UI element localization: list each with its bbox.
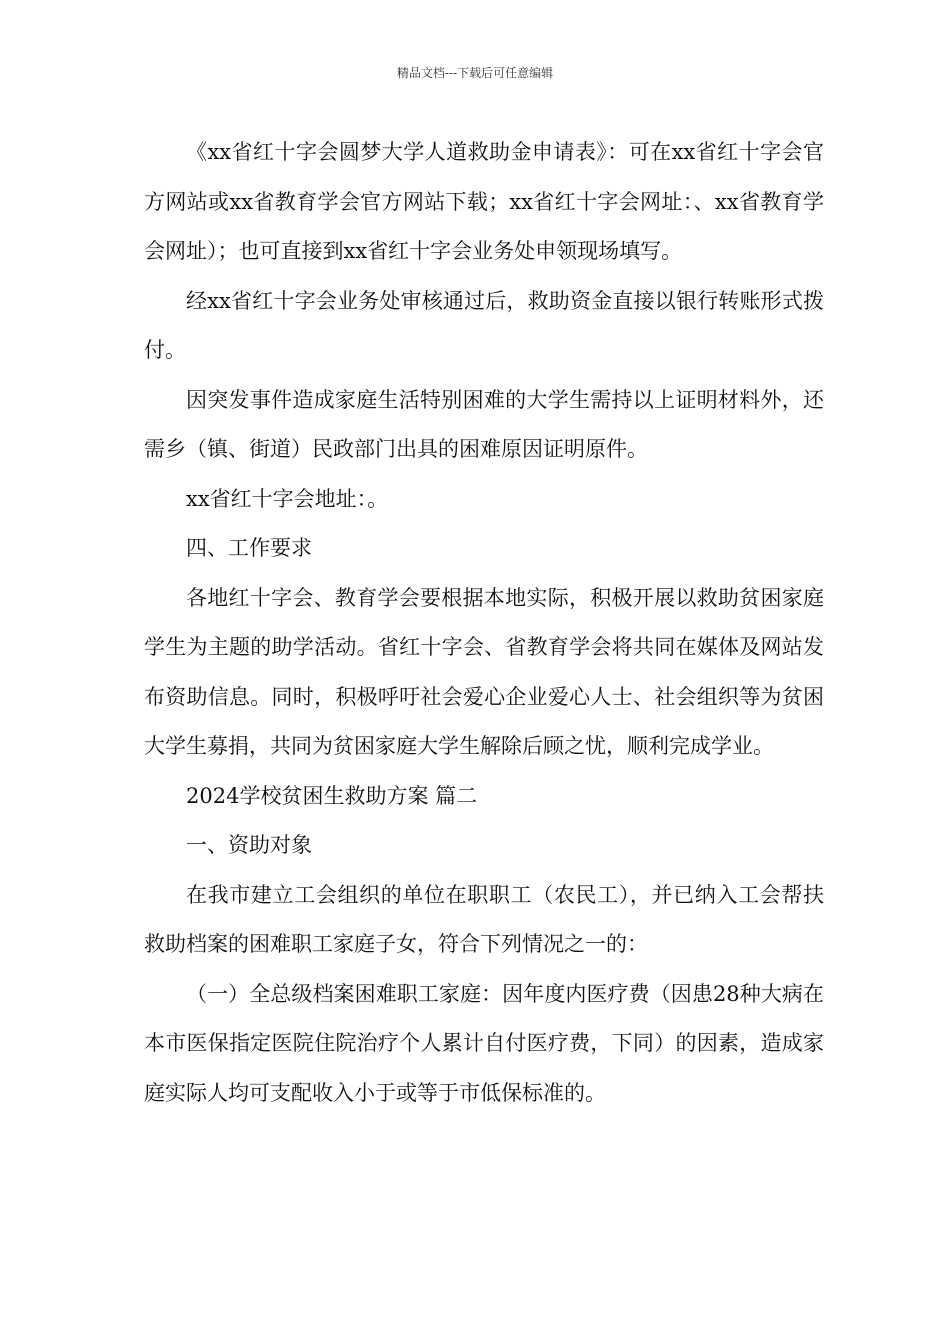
paragraph-work-requirements: 各地红十字会、教育学会要根据本地实际，积极开展以救助贫困家庭学生为主题的助学活动。省红十字会、省教育学会将共同在媒体及网站发布资助信息。同时，积极呼吁社会爱心企业爱心人士、社会组织等为贫困大学生募捐，共同为贫困家庭大学生解除后顾之忧，顺利完成学业。 bbox=[144, 585, 824, 758]
paragraph-aid-targets: 在我市建立工会组织的单位在职职工（农民工），并已纳入工会帮扶救助档案的困难职工家庭子女，符合下列情况之一的： bbox=[144, 882, 824, 956]
paragraph-criteria-one: （一）全总级档案困难职工家庭：因年度内医疗费（因患28种大病在本市医保指定医院住院治疗个人累计自付医疗费，下同）的因素，造成家庭实际人均可支配收入小于或等于市低保标准的。 bbox=[144, 981, 824, 1105]
document-body bbox=[144, 128, 824, 1118]
section-heading-work-requirements: 四、工作要求 bbox=[186, 536, 312, 560]
section-heading-aid-targets: 一、资助对象 bbox=[186, 833, 312, 857]
paragraph-emergency-proof: 因突发事件造成家庭生活特别困难的大学生需持以上证明材料外，还需乡（镇、街道）民政部门出具的困难原因证明原件。 bbox=[144, 387, 824, 461]
section-title-part-two: 2024学校贫困生救助方案 篇二 bbox=[186, 783, 478, 808]
paragraph-review-payment: 经xx省红十字会业务处审核通过后，救助资金直接以银行转账形式拨付。 bbox=[144, 288, 824, 362]
paragraph-application-form: 《xx省红十字会圆梦大学人道救助金申请表》：可在xx省红十字会官方网站或xx省教育学会官方网站下载；xx省红十字会网址：、xx省教育学会网址）；也可直接到xx省红十字会业务处申领现场填写。 bbox=[144, 140, 824, 263]
paragraph-address: xx省红十字会地址：。 bbox=[186, 486, 389, 511]
page-header: 精品文档---下载后可任意编辑 bbox=[396, 66, 554, 80]
